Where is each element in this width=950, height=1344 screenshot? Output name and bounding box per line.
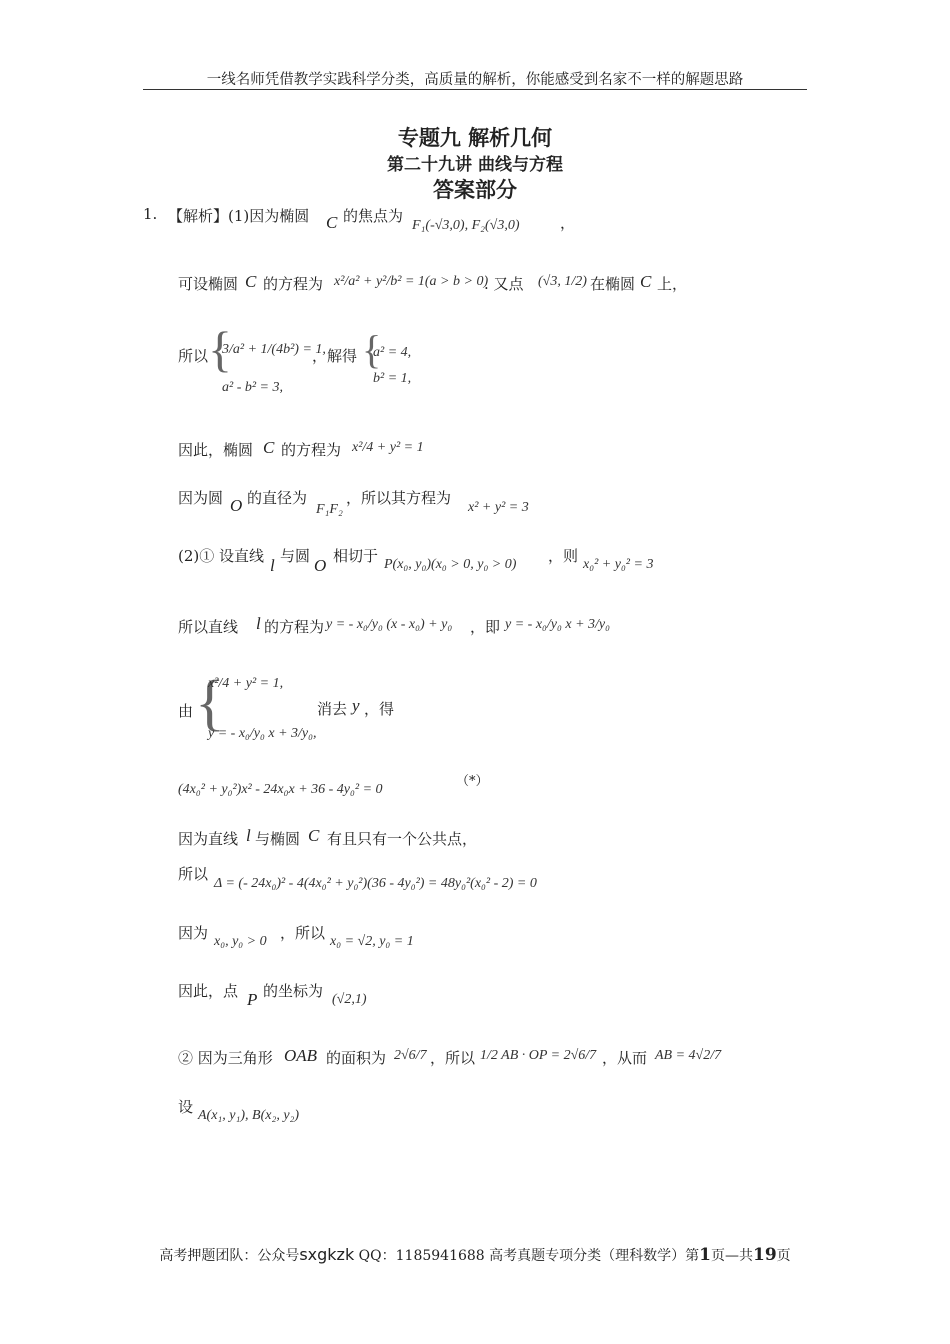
- line7-text3: ，即: [470, 618, 501, 636]
- line14-formula2: 1/2 AB · OP = 2√6/7: [480, 1048, 597, 1063]
- system-brace: {: [208, 321, 232, 377]
- line4-formula: x²/4 + y² = 1: [352, 440, 424, 455]
- problem-number: 1.: [143, 205, 158, 223]
- line14-text4: ，从而: [602, 1049, 648, 1067]
- line1-text: 【解析】(1)因为椭圆: [168, 207, 310, 225]
- footer-total: 19: [753, 1245, 777, 1265]
- line10-var2: C: [308, 826, 320, 845]
- line3-text2: ，解得: [312, 347, 358, 365]
- doc-subtitle: 第二十九讲 曲线与方程: [387, 155, 563, 175]
- line2-formula: x²/a² + y²/b² = 1(a > b > 0): [334, 274, 489, 289]
- line5-text: 因为圆: [178, 489, 224, 507]
- line14-var: OAB: [284, 1046, 318, 1065]
- line7-formula: y = - x₀/y₀ (x - x₀) + y₀: [326, 617, 453, 632]
- line4-text: 因此，椭圆: [178, 441, 254, 459]
- line2-text3: . 又点: [484, 275, 524, 293]
- system2-eq1: x²/4 + y² = 1,: [208, 676, 284, 691]
- line13-text: 因此，点: [178, 982, 239, 1000]
- line6-text: (2)① 设直线: [178, 547, 265, 565]
- line2-text2: 的方程为: [263, 275, 324, 293]
- line6-formula2: x₀² + y₀² = 3: [583, 557, 654, 572]
- line10-text2: 与椭圆: [255, 830, 301, 848]
- line15-text: 设: [178, 1098, 194, 1116]
- line12-formula2: x₀ = √2, y₀ = 1: [330, 934, 414, 949]
- footer-account: sxgkzk: [299, 1245, 355, 1264]
- line14-text2: 的面积为: [326, 1049, 387, 1067]
- line8-text: 由: [178, 702, 194, 720]
- doc-title: 专题九 解析几何: [397, 126, 553, 150]
- line7-formula2: y = - x₀/y₀ x + 3/y₀: [505, 617, 611, 632]
- line5-formula: F₁F₂: [316, 502, 343, 517]
- line10-text3: 有且只有一个公共点，: [327, 830, 478, 848]
- system2-eq2: y = - x₀/y₀ x + 3/y₀,: [208, 726, 317, 741]
- system1-eq1: 3/a² + 1/(4b²) = 1,: [222, 342, 326, 357]
- line13-var: P: [247, 990, 258, 1009]
- line2-var: C: [245, 272, 257, 291]
- page-footer: [0, 1245, 950, 1265]
- footer-qq-label: QQ：: [354, 1248, 396, 1264]
- footer-page: 1: [699, 1245, 711, 1265]
- system1-eq2: a² - b² = 3,: [222, 380, 284, 395]
- line12-text: 因为: [178, 924, 209, 942]
- line6-text4: ，则: [548, 547, 579, 565]
- system2-brace: {: [195, 669, 225, 737]
- line8-text2: 消去: [317, 700, 348, 718]
- line8-var: y: [352, 696, 360, 715]
- line4-var: C: [263, 438, 275, 457]
- line11-text: 所以: [178, 865, 209, 883]
- line4-text2: 的方程为: [281, 441, 342, 459]
- line6-formula: P(x₀, y₀)(x₀ > 0, y₀ > 0): [384, 557, 517, 572]
- line12-formula: x₀, y₀ > 0: [214, 934, 267, 949]
- result-brace: {: [362, 327, 382, 372]
- line13-text2: 的坐标为: [263, 982, 324, 1000]
- line2-text4: 在椭圆: [590, 275, 636, 293]
- line5-formula2: x² + y² = 3: [468, 500, 529, 515]
- line8-text3: ，得: [364, 700, 395, 718]
- line6-text2: 与圆: [280, 547, 311, 565]
- line11-formula: Δ = (- 24x₀)² - 4(4x₀² + y₀²)(36 - 4y₀²) = 48y₀²(x₀² - 2) = 0: [214, 876, 537, 891]
- line3-text: 所以: [178, 347, 209, 365]
- line6-var: l: [270, 556, 275, 575]
- line5-text3: ，所以其方程为: [346, 489, 452, 507]
- line10-var: l: [246, 826, 251, 845]
- page-header: 一线名师凭借教学实践科学分类，高质量的解析，你能感受到名家不一样的解题思路: [206, 72, 744, 88]
- line15-formula: A(x₁, y₁), B(x₂, y₂): [198, 1108, 300, 1123]
- line5-var: O: [230, 496, 243, 515]
- line2-text: 可设椭圆: [178, 275, 239, 293]
- line2-text5: 上，: [657, 275, 688, 293]
- line14-text3: ，所以: [430, 1049, 476, 1067]
- section-title: 答案部分: [433, 178, 517, 202]
- line10-text: 因为直线: [178, 830, 239, 848]
- footer-team: 高考押题团队：公众号: [159, 1248, 300, 1264]
- line1-var: C: [326, 213, 338, 232]
- result-eq2: b² = 1,: [373, 371, 412, 386]
- line7-text: 所以直线: [178, 618, 239, 636]
- line14-formula: 2√6/7: [394, 1048, 427, 1063]
- line6-text3: 相切于: [333, 547, 379, 565]
- line7-text2: 的方程为: [264, 618, 325, 636]
- line1-text3: ，: [560, 214, 576, 232]
- header-divider: [143, 89, 807, 90]
- line14-text: ② 因为三角形: [178, 1049, 273, 1067]
- line9-mark: （*）: [456, 774, 489, 789]
- footer-desc: 高考真题专项分类（理科数学）第: [484, 1248, 700, 1264]
- line6-var2: O: [314, 556, 327, 575]
- line2-point: (√3, 1/2): [538, 274, 587, 289]
- line14-formula3: AB = 4√2/7: [655, 1048, 722, 1063]
- line9-formula: (4x₀² + y₀²)x² - 24x₀x + 36 - 4y₀² = 0: [178, 782, 383, 797]
- line1-text2: 的焦点为: [343, 207, 404, 225]
- line7-var: l: [256, 614, 261, 633]
- footer-page-sep: 页—共: [711, 1248, 753, 1264]
- line12-text2: ，所以: [280, 924, 326, 942]
- line13-formula: (√2,1): [332, 992, 367, 1007]
- line1-formula: F₁(-√3,0), F₂(√3,0): [412, 218, 520, 233]
- footer-page-end: 页: [776, 1248, 791, 1264]
- line2-var2: C: [640, 272, 652, 291]
- footer-qq: 1185941688: [395, 1248, 485, 1264]
- result-eq1: a² = 4,: [373, 345, 412, 360]
- line5-text2: 的直径为: [247, 489, 308, 507]
